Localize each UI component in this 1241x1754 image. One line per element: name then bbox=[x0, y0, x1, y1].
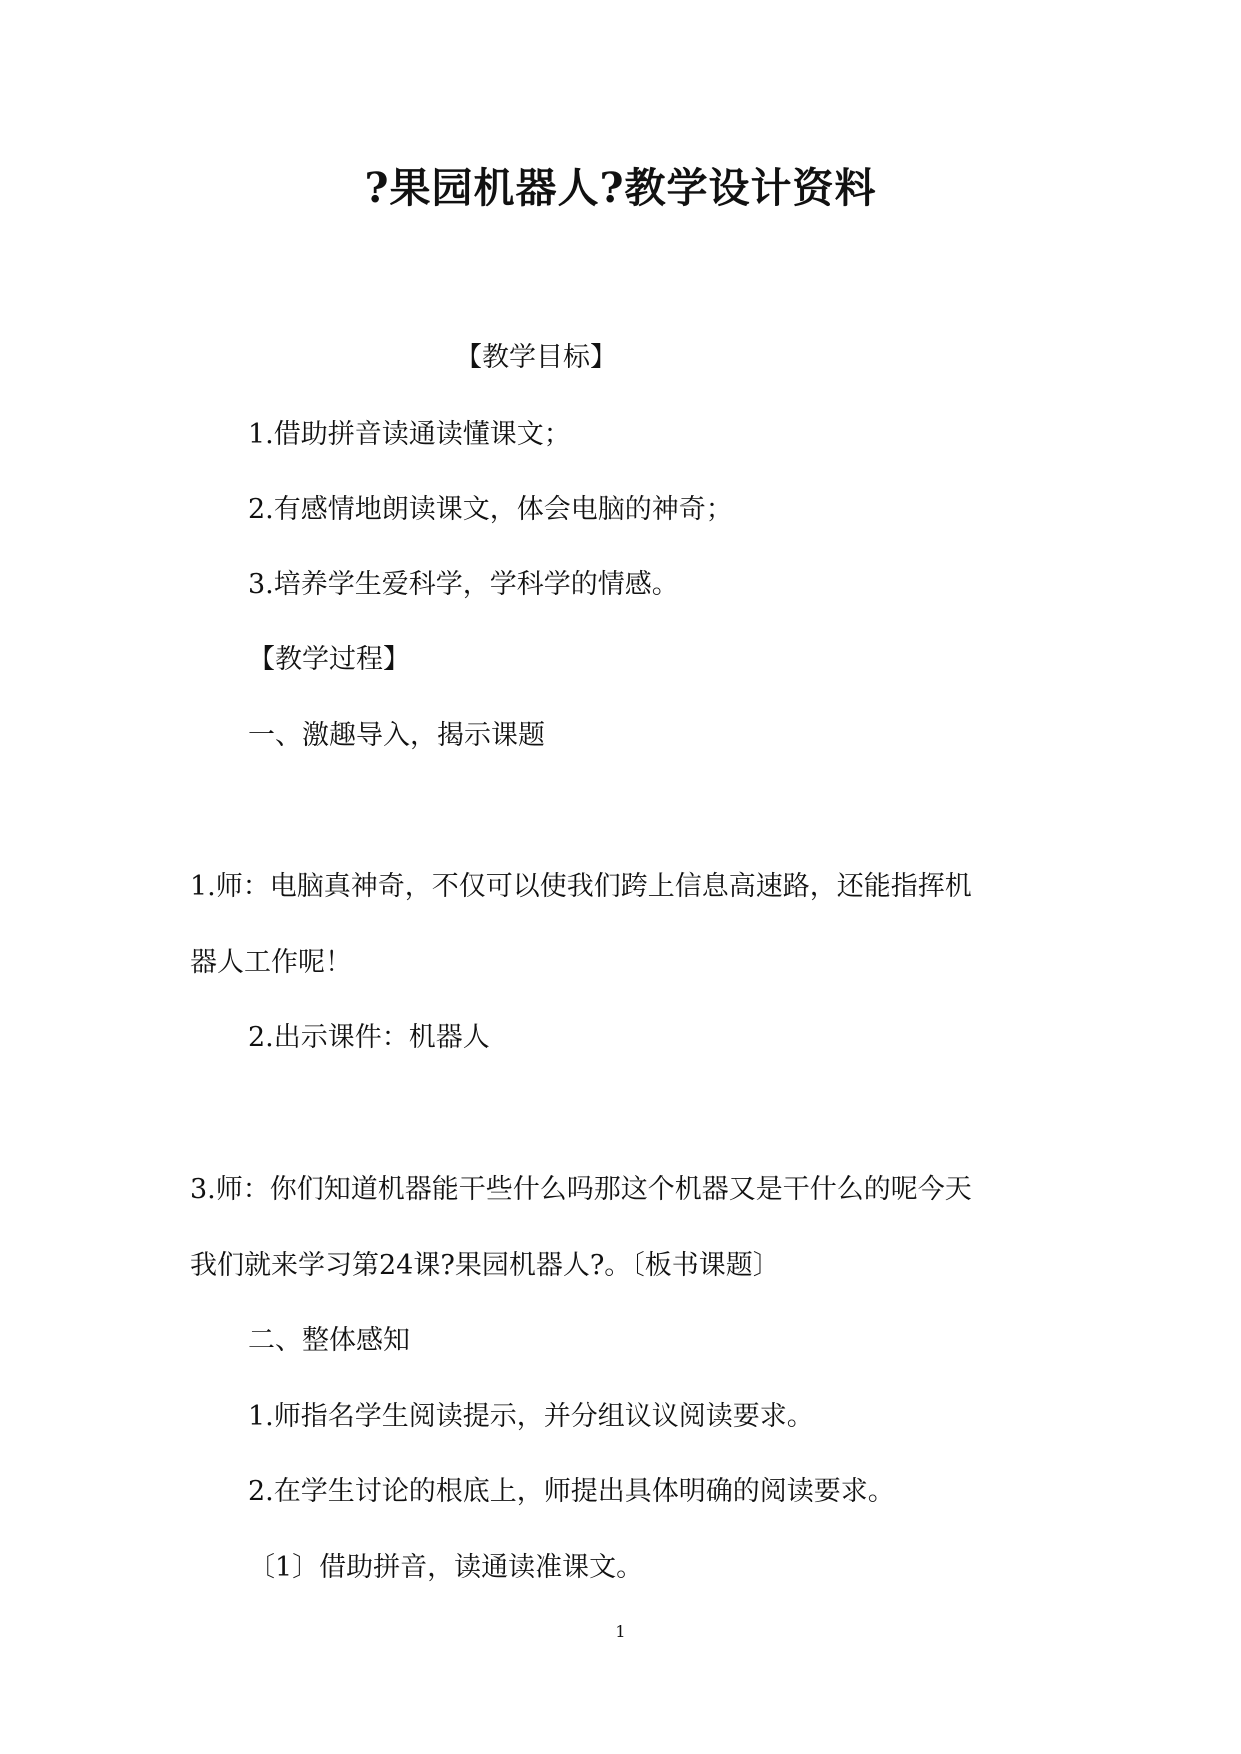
section2-item: 〔1〕借助拼音，读通读准课文。 bbox=[248, 1552, 644, 1583]
page-number: 1 bbox=[615, 1622, 626, 1641]
section1-heading: 一、激趣导入，揭示课题 bbox=[248, 720, 545, 751]
goal-item: 2.有感情地朗读课文，体会电脑的神奇； bbox=[248, 494, 733, 525]
section2-item: 2.在学生讨论的根底上，师提出具体明确的阅读要求。 bbox=[248, 1476, 895, 1507]
section2-item: 1.师指名学生阅读提示，并分组议议阅读要求。 bbox=[248, 1401, 814, 1432]
paragraph-line: 我们就来学习第24课?果园机器人?。〔板书课题〕 bbox=[190, 1250, 780, 1281]
goal-item: 3.培养学生爱科学，学科学的情感。 bbox=[248, 569, 679, 600]
process-heading: 【教学过程】 bbox=[248, 644, 410, 675]
paragraph-line: 器人工作呢！ bbox=[190, 947, 352, 978]
section2-heading: 二、整体感知 bbox=[248, 1325, 410, 1356]
document-title: ?果园机器人?教学设计资料 bbox=[364, 164, 877, 212]
goals-heading: 【教学目标】 bbox=[455, 342, 617, 373]
paragraph-line: 1.师：电脑真神奇，不仅可以使我们跨上信息高速路，还能指挥机 bbox=[190, 871, 972, 902]
paragraph-line: 3.师：你们知道机器能干些什么吗那这个机器又是干什么的呢今天 bbox=[190, 1174, 972, 1205]
paragraph-line: 2.出示课件：机器人 bbox=[248, 1022, 490, 1053]
goal-item: 1.借助拼音读通读懂课文； bbox=[248, 419, 571, 450]
